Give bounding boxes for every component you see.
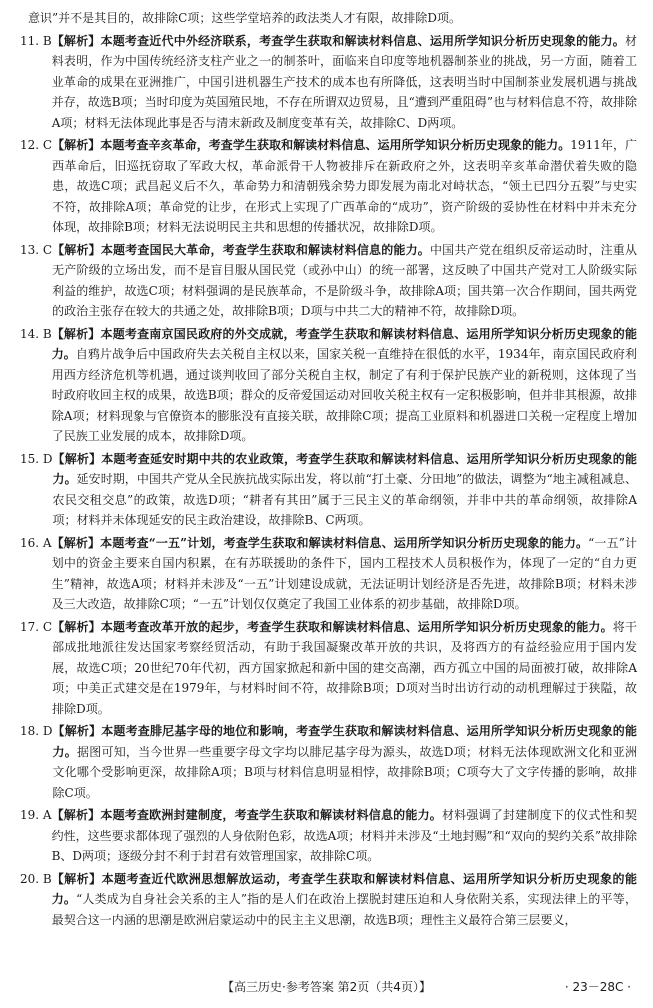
analysis-lead: 【解析】本题考查近代中外经济联系，考查学生获取和解读材料信息、运用所学知识分析历史现象的能力。 xyxy=(51,33,625,48)
answer-item-20 xyxy=(20,869,637,931)
answer-body xyxy=(52,135,637,238)
analysis-text: 1911年，广西革命后，旧巡抚窃取了军政大权，革命派骨干人物被排斥在新政府之外，这表明辛亥革命潜伏着失败的隐患，故选C项；武昌起义后不久，革命势力和清朝残余势力即发展为南北对峙状态，“领土已四分五裂”与史实不符，故排除A项；革命党的让步，在形式上实现了广西革命的“成功”，资产阶级的妥协性在材料中并未充分体现，故排除B项；材料无法说明民主共和思想的传播状况，故排除D项。 xyxy=(52,138,637,234)
answer-number: 20. B xyxy=(20,871,52,886)
answer-number: 17. C xyxy=(20,619,53,634)
analysis-lead: 【解析】本题考查南京国民政府的外交成就，考查学生获取和解读材料信息、运用所学知识分析历史现象的能力。 xyxy=(51,326,637,361)
answer-body xyxy=(52,805,637,867)
analysis-text: 据图可知，当今世界一些重要字母文字均以腓尼基字母为源头，故选D项；材料无法体现欧洲文化和亚洲文化哪个受影响更深，故排除A项；B项与材料信息明显相悖，故排除B项；C项夸大了文字传播的影响，故排除C项。 xyxy=(52,744,637,800)
analysis-text: “人类成为自身社会关系的主人”指的是人们在政治上摆脱封建压迫和人身依附关系，实现法律上的平等，最契合这一内涵的思潮是欧洲启蒙运动中的民主主义思潮，故选B项；理性主义最符合第三层要义， xyxy=(51,892,637,927)
answer-item-12 xyxy=(20,135,637,238)
answer-number: 14. B xyxy=(20,326,52,341)
answer-number: 19. A xyxy=(20,808,52,822)
answer-item-11 xyxy=(20,31,637,134)
answer-number: 13. C xyxy=(20,242,53,257)
answer-item-14 xyxy=(20,324,637,447)
analysis-lead: 【解析】本题考查“一五”计划，考查学生获取和解读材料信息、运用所学知识分析历史现象的能力。 xyxy=(51,535,589,550)
analysis-text: “一五”计划中的资金主要来自国内积累，在有苏联援助的条件下，国内工程技术人员积极作为，体现了一定的“自力更生”精神，故选A项；材料并未涉及“一五”计划建设成就，无法证明计划经济是否先进，故排除B项；材料未涉及三大改造，故排除C项；“一五”计划仅仅奠定了我国工业体系的初步基础，故排除D项。 xyxy=(51,535,637,611)
intro-paragraph: 意识”并不是其目的，故排除C项；这些学堂培养的政法类人才有限，故排除D项。 xyxy=(28,11,461,25)
analysis-lead: 【解析】本题考查辛亥革命，考查学生获取和解读材料信息、运用所学知识分析历史现象的能力。 xyxy=(52,138,571,152)
answer-number: 12. C xyxy=(20,138,53,152)
answer-body xyxy=(52,240,637,322)
analysis-text: 材料强调了封建制度下的仪式性和契约性，这些要求都体现了强烈的人身依附色彩，故选A项；材料并未涉及“土地封赐”和“双向的契约关系”故排除B、D两项；逐级分封不利于封君有效管理国家，故排除C项。 xyxy=(51,808,637,863)
analysis-text: 将干部成批地派往发达国家考察经贸活动，有助于我国凝聚改革开放的共识，及将西方的有益经验应用于国内发展，故选C项；20世纪70年代初，西方国家掀起和新中国的建交高潮，西方孤立中国的局面被打破，故排除A项；中美正式建交是在1979年，与材料时间不符，故排除B项；D项对当时出访行动的动机理解过于狭隘，故排除D项。 xyxy=(52,619,637,716)
page-footer xyxy=(0,976,653,998)
answer-body xyxy=(53,449,637,531)
footer-exam-code: · 23－28C · xyxy=(564,980,631,994)
analysis-lead: 【解析】本题考查近代欧洲思想解放运动，考查学生获取和解读材料信息、运用所学知识分析历史现象的能力。 xyxy=(51,871,637,906)
answer-list xyxy=(20,31,637,931)
answer-body xyxy=(52,324,637,447)
analysis-lead: 【解析】本题考查国民大革命，考查学生获取和解读材料信息的能力。 xyxy=(52,242,430,257)
analysis-text: 延安时期，中国共产党从全民族抗战实际出发，将以前“打土豪、分田地”的做法，调整为“地主减租减息、农民交租交息”的政策，故选D项；“耕者有其田”属于三民主义的革命纲领，并非中共的革命纲领，故排除A项；材料并未体现延安的民主政治建设，故排除B、C两项。 xyxy=(52,472,637,527)
answer-body xyxy=(52,31,637,134)
answer-number: 16. A xyxy=(20,535,52,550)
answer-number: 11. B xyxy=(20,33,52,48)
answer-item-18 xyxy=(20,721,637,803)
answer-number: 15. D xyxy=(20,451,53,466)
analysis-lead: 【解析】本题考查改革开放的起步，考查学生获取和解读材料信息、运用所学知识分析历史现象的能力。 xyxy=(52,619,613,634)
answer-item-15 xyxy=(20,449,637,531)
answer-item-16 xyxy=(20,533,637,615)
analysis-text: 中国共产党在组织反帝运动时，注重从无产阶级的立场出发，而不是盲目服从国民党（或孙中山）的统一部署，这反映了中国共产党对工人阶级实际利益的维护，故选C项；材料强调的是民族革命，不是阶级斗争，故排除A项；国共第一次合作期间，国共两党的政治主张存在较大的共通之处，故排除B项；D项与中共二大的精神不符，故排除D项。 xyxy=(52,242,637,318)
answer-body xyxy=(52,617,637,720)
analysis-lead: 【解析】本题考查欧洲封建制度，考查学生获取和解读材料信息的能力。 xyxy=(51,808,442,822)
answer-item-17 xyxy=(20,617,637,720)
analysis-text: 材料表明，作为中国传统经济支柱产业之一的制茶叶，面临来自印度等地机器制茶业的挑战，另一方面，随着工业革命的成果在亚洲推广，中国引进机器生产技术的成本也有所降低，这表明当时中国制茶业发展机遇与挑战并存，故选B项；当时印度为英国殖民地，不存在所谓双边贸易，且“遭到严重阻碍”也与材料信息不符，故排除A项；材料无法体现此事是否与清末新政及制度变革有关，故排除C、D两项。 xyxy=(51,33,637,130)
answer-body xyxy=(53,721,637,803)
answer-body xyxy=(52,533,637,615)
analysis-text: 自鸦片战争后中国政府失去关税自主权以来，国家关税一直维持在很低的水平，1934年，南京国民政府利用西方经济危机等机遇，通过谈判收回了部分关税自主权，制定了有利于保护民族产业的新税则，这体现了当时政府收回主权的成果，故选B项；群众的反帝爱国运动对回收关税主权有一定积极影响，但并非其根源，故排除A项；材料现象与官僚资本的膨胀没有直接关联，故排除C项；提高工业原料和机器进口关税一定程度上增加了民族工业发展的成本，故排除D项。 xyxy=(51,347,637,443)
answer-number: 18. D xyxy=(20,724,53,738)
answer-item-19 xyxy=(20,805,637,867)
analysis-lead: 【解析】本题考查腓尼基字母的地位和影响，考查学生获取和解读材料信息、运用所学知识分析历史现象的能力。 xyxy=(52,724,637,759)
footer-page-info: 【高三历史·参考答案 第2页（共4页）】 xyxy=(222,980,431,994)
answer-item-13 xyxy=(20,240,637,322)
analysis-lead: 【解析】本题考查延安时期中共的农业政策，考查学生获取和解读材料信息、运用所学知识分析历史现象的能力。 xyxy=(52,451,637,486)
answer-body xyxy=(52,869,637,931)
